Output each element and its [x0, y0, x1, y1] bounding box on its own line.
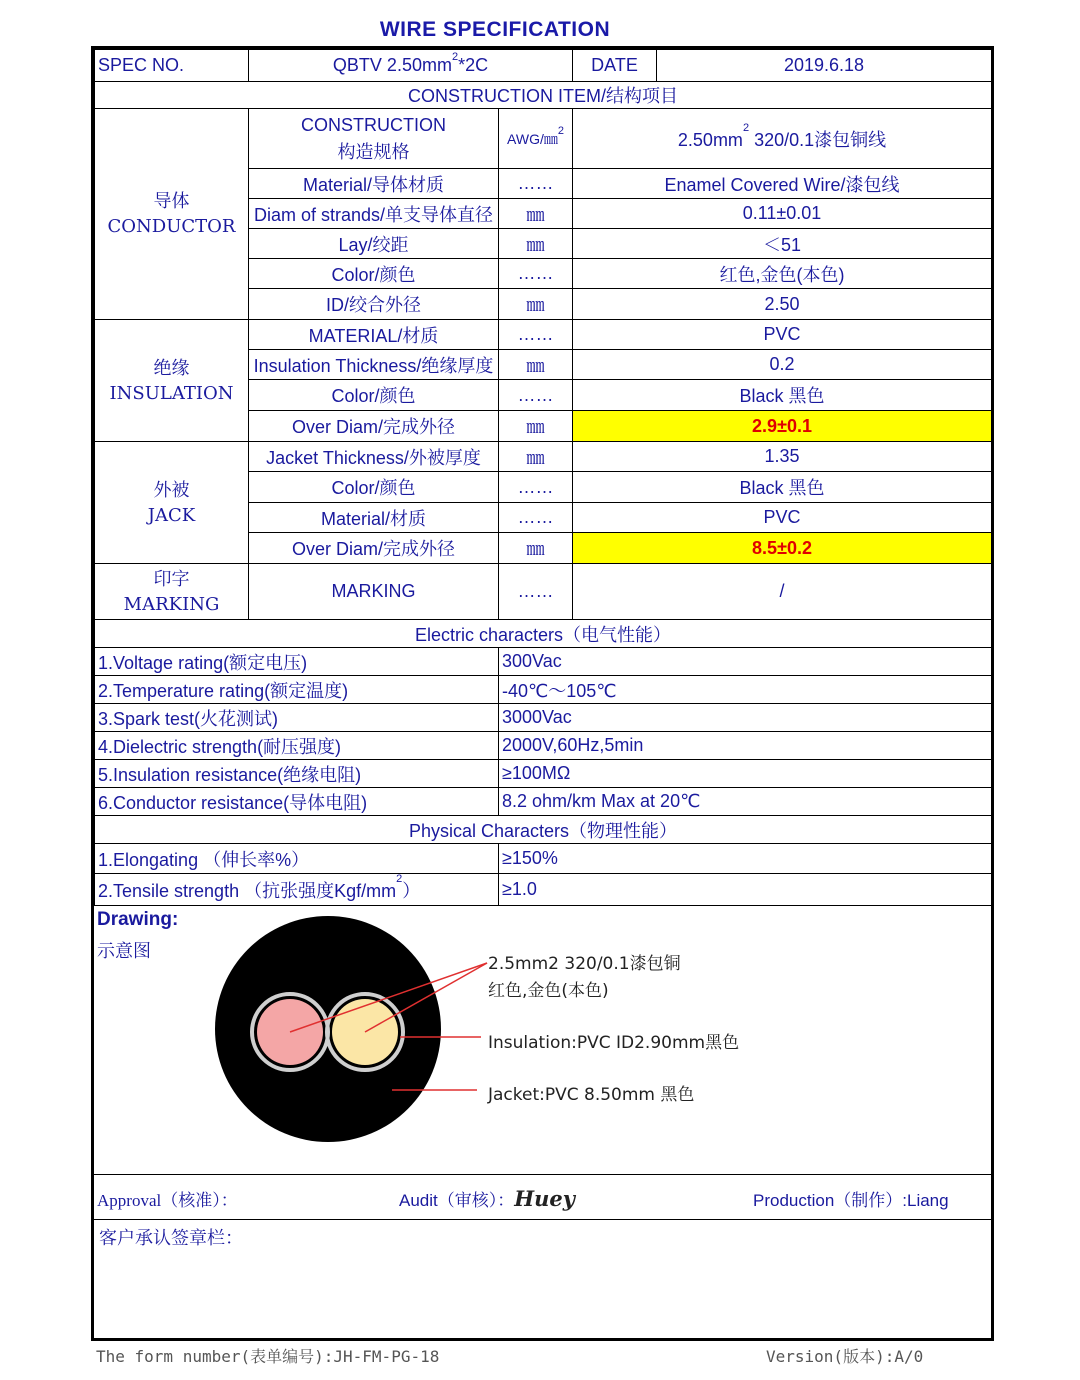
- row-unit: ㎜: [499, 411, 573, 442]
- row-value: 0.2: [573, 350, 992, 380]
- row-unit: ㎜: [499, 229, 573, 259]
- jacket-group: 外被 JACK: [95, 442, 249, 564]
- row-label: 2.Temperature rating(额定温度): [95, 676, 499, 704]
- electric-row: [95, 760, 992, 788]
- highlight-value: 2.9±0.1: [573, 411, 992, 442]
- row-label: Material/材质: [249, 503, 499, 533]
- drawing-label: Drawing:: [97, 909, 179, 930]
- construction-unit: AWG/㎜$^2$: [499, 109, 573, 169]
- spec-no-label: SPEC NO.: [95, 50, 249, 82]
- physical-title: Physical Characters（物理性能）: [95, 816, 992, 844]
- highlight-value: 8.5±0.2: [573, 533, 992, 564]
- row-unit: ……: [499, 503, 573, 533]
- customer-signature-area: [94, 1220, 991, 1340]
- approval-label: Approval（核准）：: [97, 1191, 238, 1210]
- row-label: Color/颜色: [249, 472, 499, 503]
- row-label: Lay/绞距: [249, 229, 499, 259]
- physical-row: [95, 874, 992, 906]
- row-unit: ……: [499, 472, 573, 503]
- row-label: 4.Dielectric strength(耐压强度): [95, 732, 499, 760]
- row-label: Color/颜色: [249, 380, 499, 411]
- date-label: DATE: [573, 50, 657, 82]
- audit-signature: Huey: [514, 1186, 575, 1211]
- physical-row: [95, 844, 992, 874]
- electric-row: [95, 676, 992, 704]
- annotation-conductor-color: 红色,金色(本色): [488, 981, 609, 1001]
- electric-row: [95, 732, 992, 760]
- row-label: 3.Spark test(火花测试): [95, 704, 499, 732]
- row-value: /: [573, 564, 992, 620]
- row-label: Over Diam/完成外径: [249, 411, 499, 442]
- audit-label: Audit（审核）：Huey: [399, 1186, 575, 1211]
- electric-row: [95, 648, 992, 676]
- annotation-jacket: Jacket:PVC 8.50mm 黑色: [488, 1085, 695, 1105]
- header-row: [95, 50, 992, 82]
- conductor-group: 导体 CONDUCTOR: [95, 109, 249, 320]
- row-value: 2000V,60Hz,5min: [499, 732, 992, 760]
- row-value: ≥1.0: [499, 874, 992, 906]
- annotation-insulation: Insulation:PVC ID2.90mm黑色: [488, 1033, 740, 1053]
- document-title: WIRE SPECIFICATION: [379, 18, 611, 41]
- row-value: 8.2 ohm/km Max at 20℃: [499, 788, 992, 816]
- row-label: 6.Conductor resistance(导体电阻): [95, 788, 499, 816]
- spec-table: [94, 49, 992, 906]
- row-unit: ㎜: [499, 533, 573, 564]
- electric-title: Electric characters（电气性能）: [95, 620, 992, 648]
- row-label: ID/绞合外径: [249, 289, 499, 320]
- insulation-row: [95, 320, 992, 350]
- row-value: 红色,金色(本色): [573, 259, 992, 289]
- version: Version(版本):A/0: [766, 1347, 924, 1366]
- row-value: PVC: [573, 320, 992, 350]
- row-value: 300Vac: [499, 648, 992, 676]
- annotation-conductor: 2.5mm2 320/0.1漆包铜: [488, 954, 681, 974]
- row-value: Black 黑色: [573, 472, 992, 503]
- row-label: Insulation Thickness/绝缘厚度: [249, 350, 499, 380]
- row-value: Black 黑色: [573, 380, 992, 411]
- row-unit: ……: [499, 259, 573, 289]
- row-unit: ㎜: [499, 442, 573, 472]
- row-label: 5.Insulation resistance(绝缘电阻): [95, 760, 499, 788]
- row-value: ≥150%: [499, 844, 992, 874]
- row-label: 1.Elongating （伸长率%）: [95, 844, 499, 874]
- row-value: 2.50: [573, 289, 992, 320]
- row-value: ≥100MΩ: [499, 760, 992, 788]
- row-label: MATERIAL/材质: [249, 320, 499, 350]
- production-label: Production（制作）:Liang: [753, 1191, 949, 1210]
- row-label: Over Diam/完成外径: [249, 533, 499, 564]
- spec-no-value: QBTV $2.50mm^2*2C$: [249, 50, 573, 82]
- marking-row: [95, 564, 992, 620]
- row-unit: ……: [499, 169, 573, 199]
- row-label: Jacket Thickness/外被厚度: [249, 442, 499, 472]
- electric-row: [95, 704, 992, 732]
- construction-row: [95, 109, 992, 169]
- jacket-row: [95, 442, 992, 472]
- construction-value: $2.50mm^2$ 320/0.1漆包铜线: [573, 109, 992, 169]
- row-label: 1.Voltage rating(额定电压): [95, 648, 499, 676]
- row-label: 2.Tensile strength （抗张强度Kgf/$mm^2$）: [95, 874, 499, 906]
- row-value: Enamel Covered Wire/漆包线: [573, 169, 992, 199]
- row-label: Color/颜色: [249, 259, 499, 289]
- electric-row: [95, 788, 992, 816]
- row-value: 0.11±0.01: [573, 199, 992, 229]
- spec-sheet: [91, 46, 994, 1341]
- row-unit: ㎜: [499, 350, 573, 380]
- row-unit: ㎜: [499, 199, 573, 229]
- row-value: PVC: [573, 503, 992, 533]
- customer-label: 客户承认签章栏：: [99, 1228, 243, 1248]
- drawing-label-cn: 示意图: [97, 941, 151, 961]
- row-label: MARKING: [249, 564, 499, 620]
- form-number: The form number(表单编号):JH-FM-PG-18: [96, 1347, 440, 1366]
- drawing-section: [94, 906, 991, 1175]
- row-value: 1.35: [573, 442, 992, 472]
- insulation-group: 绝缘 INSULATION: [95, 320, 249, 442]
- date-value: 2019.6.18: [657, 50, 992, 82]
- row-value: ＜51: [573, 229, 992, 259]
- row-label: Material/导体材质: [249, 169, 499, 199]
- construction-label: CONSTRUCTION 构造规格: [249, 109, 499, 169]
- row-unit: ……: [499, 320, 573, 350]
- row-unit: ……: [499, 380, 573, 411]
- construction-title: CONSTRUCTION ITEM/结构项目: [95, 82, 992, 109]
- row-label: Diam of strands/单支导体直径: [249, 199, 499, 229]
- marking-group: 印字 MARKING: [95, 564, 249, 620]
- row-value: 3000Vac: [499, 704, 992, 732]
- row-unit: ……: [499, 564, 573, 620]
- row-unit: ㎜: [499, 289, 573, 320]
- row-value: -40℃～105℃: [499, 676, 992, 704]
- approval-row: [94, 1175, 991, 1220]
